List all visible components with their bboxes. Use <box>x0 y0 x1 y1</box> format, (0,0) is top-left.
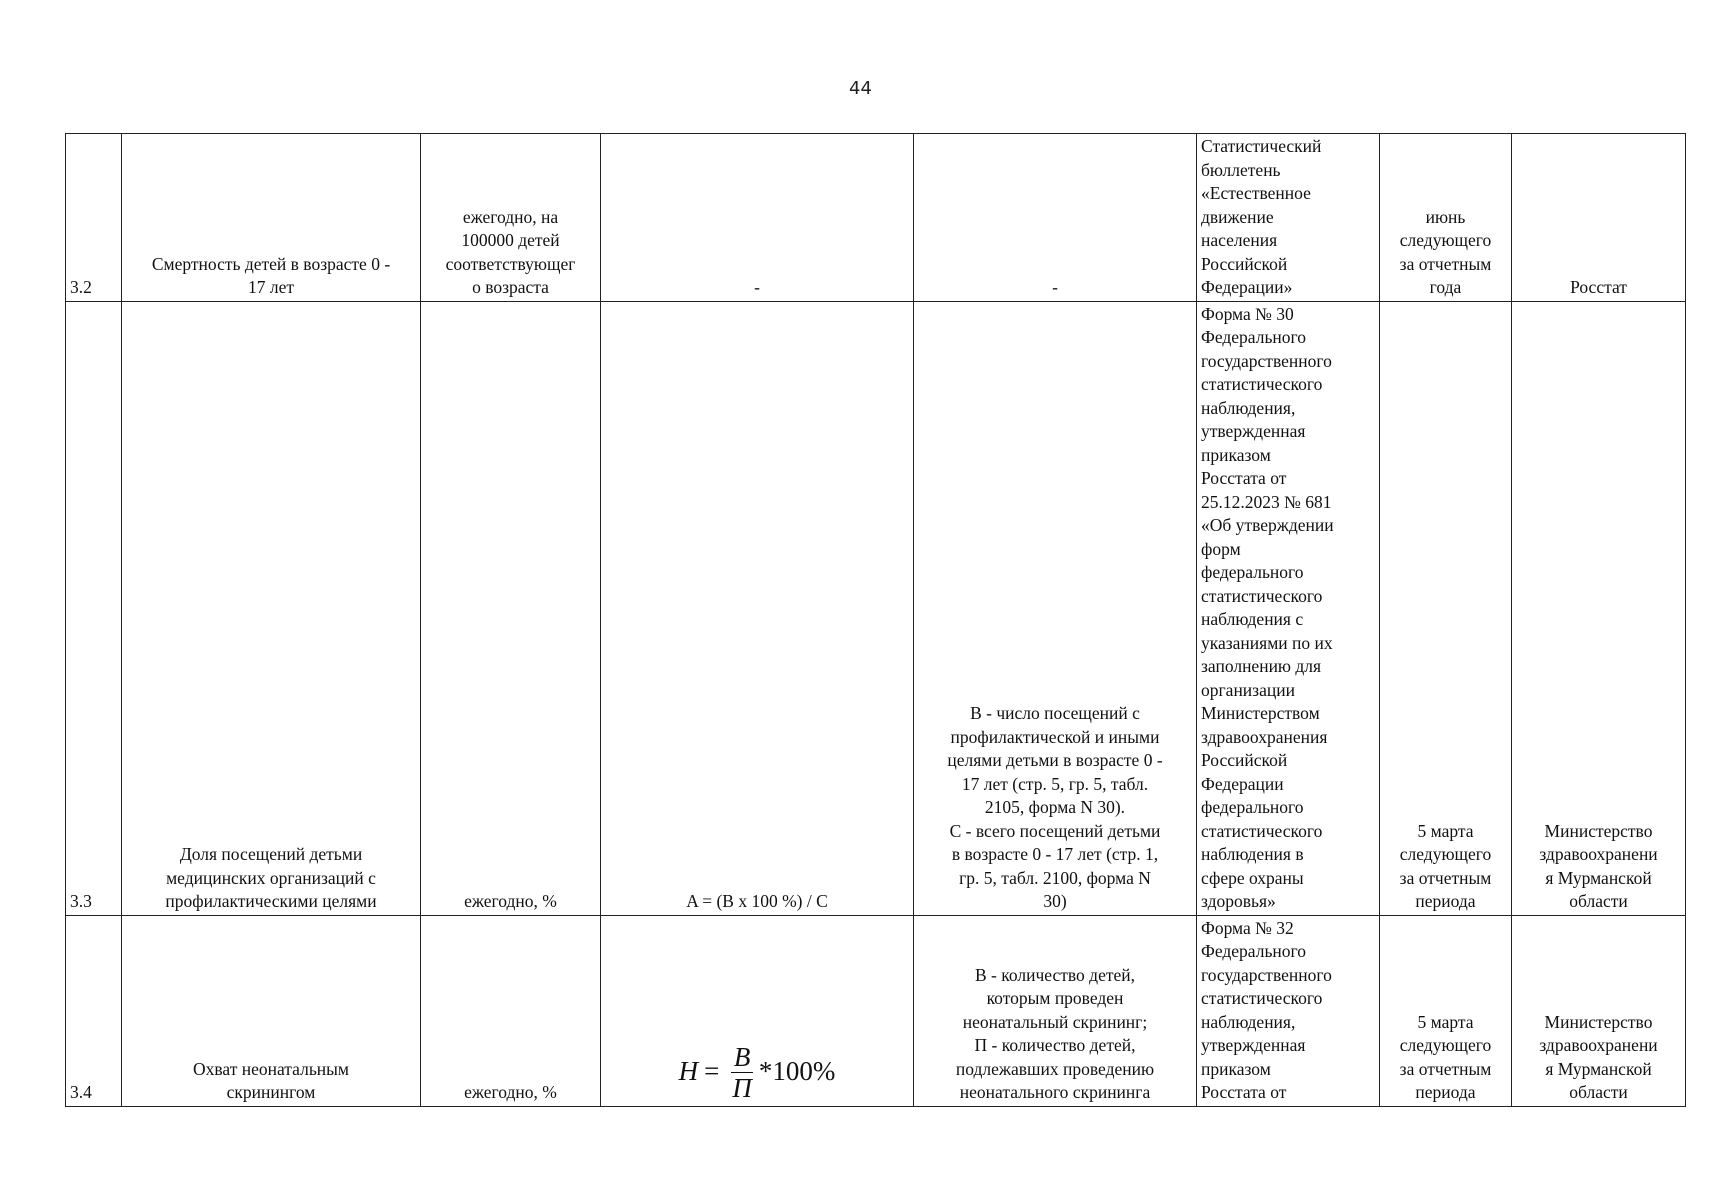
formula-numerator: B <box>731 1042 754 1073</box>
indicator-responsible: Росстат <box>1512 134 1686 302</box>
formula-denominator: П <box>732 1072 752 1103</box>
formula-equals: = <box>704 1056 720 1087</box>
formula-fraction <box>729 1042 755 1103</box>
indicator-source: Форма № 30 Федерального государственного статистического наблюдения, утвержденная приказом Росстата от 25.12.2023 № 681 «Об утверждении форм федерального статистического наблюдения с указаниями по их заполнению для организации Министерством здравоохранения Российской Федерации федерального статистического наблюдения в сфере охраны здоровья» <box>1197 301 1380 915</box>
indicator-components: В - количество детей, которым проведен неонатальный скрининг; П - количество детей, подлежавших проведению неонатального скрининга <box>914 915 1197 1106</box>
formula-lhs: H <box>678 1056 699 1087</box>
indicator-source: Статистический бюллетень «Естественное движение населения Российской Федерации» <box>1197 134 1380 302</box>
indicator-components: В - число посещений с профилактической и иными целями детьми в возрасте 0 - 17 лет (стр. 5, гр. 5, табл. 2105, форма N 30). С - всего посещений детьми в возрасте 0 - 17 лет (стр. 1, гр. 5, табл. 2100, форма N 30) <box>914 301 1197 915</box>
indicator-components: - <box>914 134 1197 302</box>
indicator-name: Охват неонатальным скринингом <box>122 915 421 1106</box>
indicator-periodicity: ежегодно, на 100000 детей соответствующег о возраста <box>421 134 601 302</box>
indicator-deadline: июнь следующего за отчетным года <box>1380 134 1512 302</box>
indicator-deadline: 5 марта следующего за отчетным периода <box>1380 301 1512 915</box>
indicator-formula <box>601 915 914 1106</box>
indicators-table <box>65 133 1686 1107</box>
indicator-responsible: Министерство здравоохранени я Мурманской области <box>1512 301 1686 915</box>
formula-multiplier: *100% <box>758 1056 836 1087</box>
indicator-responsible: Министерство здравоохранени я Мурманской области <box>1512 915 1686 1106</box>
row-number: 3.2 <box>66 134 122 302</box>
indicator-name: Смертность детей в возрасте 0 - 17 лет <box>122 134 421 302</box>
table-row <box>66 915 1686 1106</box>
indicator-formula: A = (B x 100 %) / C <box>601 301 914 915</box>
table-row <box>66 301 1686 915</box>
row-number: 3.4 <box>66 915 122 1106</box>
indicator-name: Доля посещений детьми медицинских организаций с профилактическими целями <box>122 301 421 915</box>
table-row <box>66 134 1686 302</box>
indicator-formula: - <box>601 134 914 302</box>
indicator-periodicity: ежегодно, % <box>421 301 601 915</box>
indicator-deadline: 5 марта следующего за отчетным периода <box>1380 915 1512 1106</box>
indicator-source: Форма № 32 Федерального государственного статистического наблюдения, утвержденная приказом Росстата от <box>1197 915 1380 1106</box>
page-number: 44 <box>849 78 872 99</box>
indicator-periodicity: ежегодно, % <box>421 915 601 1106</box>
row-number: 3.3 <box>66 301 122 915</box>
neonatal-screening-formula <box>679 1042 836 1103</box>
